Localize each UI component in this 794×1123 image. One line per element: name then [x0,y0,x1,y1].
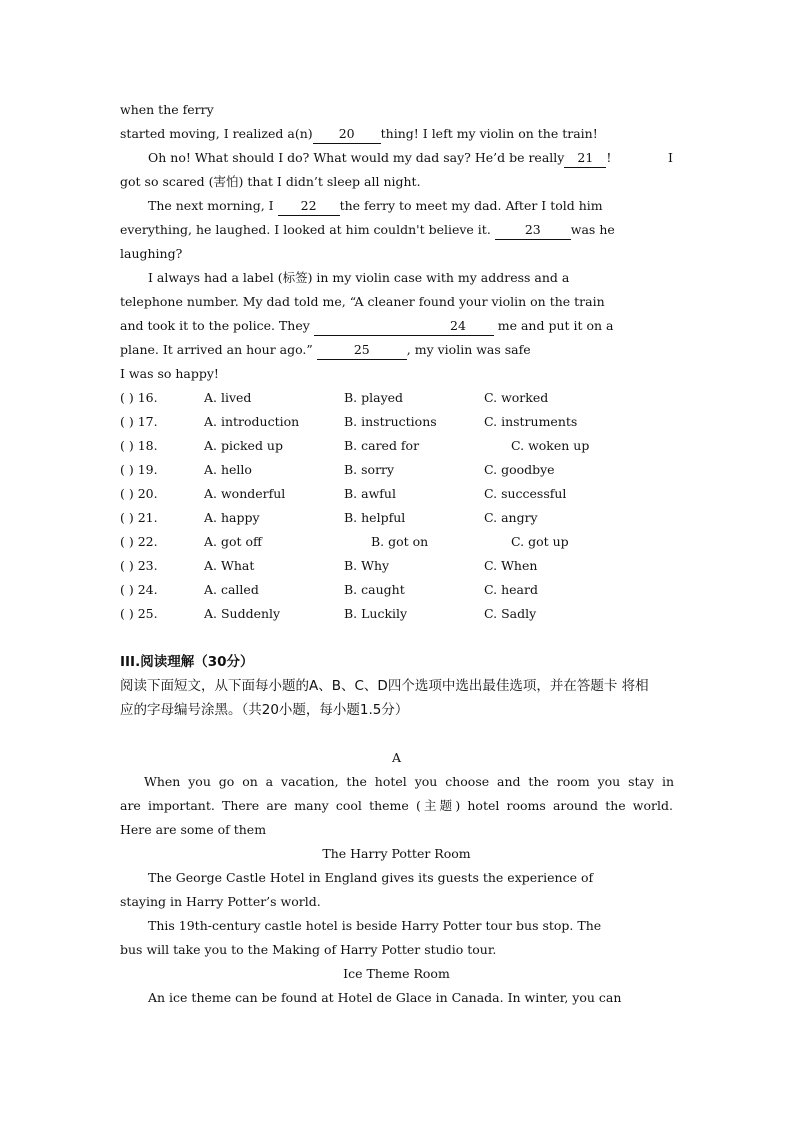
option-a: A. Suddenly [204,606,281,621]
option-c: C. got up [511,534,569,549]
question-number: ( ) 16. [120,390,158,405]
passage-line: when the ferry [120,102,214,117]
option-c: C. heard [484,582,538,597]
blank-20: 20 [313,125,381,144]
passage-line: plane. It arrived an hour ago.” 25 , my violin was safe [120,338,673,362]
option-b: B. got on [371,534,429,549]
option-c: C. When [484,558,538,573]
passage-line: When you go on a vacation, the hotel you choose and the room you stay in [144,774,674,789]
option-b: B. sorry [344,462,395,477]
option-b: B. helpful [344,510,406,525]
option-c: C. instruments [484,414,578,429]
option-a: A. introduction [204,414,300,429]
passage-line: laughing? [120,246,183,261]
passage-line: This 19th-century castle hotel is beside Harry Potter tour bus stop. The [148,918,602,933]
question-number: ( ) 17. [120,414,158,429]
option-a: A. lived [204,390,252,405]
passage-line: I was so happy! [120,366,219,381]
option-c: C. woken up [511,438,590,453]
question-number: ( ) 23. [120,558,158,573]
option-a: A. picked up [204,438,283,453]
option-c: C. Sadly [484,606,537,621]
option-b: B. played [344,390,404,405]
passage-line: Oh no! What should I do? What would my dad say? He’d be really 21 ! I [120,146,673,170]
option-a: A. called [204,582,259,597]
blank-23: 23 [495,221,571,240]
section-heading: III.阅读理解（30分） [120,654,254,670]
blank-21: 21 [564,149,606,168]
option-b: B. Why [344,558,390,573]
option-a: A. What [204,558,255,573]
option-b: B. cared for [344,438,420,453]
passage-line: started moving, I realized a(n) 20 thing! I left my violin on the train! [120,122,673,146]
subheading: Ice Theme Room [343,966,450,981]
passage-line: everything, he laughed. I looked at him couldn't believe it. 23 was he [120,218,673,242]
blank-22: 22 [278,197,340,216]
passage-line: The next morning, I 22 the ferry to meet my dad. After I told him [120,194,673,218]
option-b: B. caught [344,582,405,597]
passage-line: are important. There are many cool theme (主题) hotel rooms around the world. [120,798,673,813]
question-number: ( ) 25. [120,606,158,621]
question-number: ( ) 24. [120,582,158,597]
passage-line: Here are some of them [120,822,267,837]
section-instructions: 应的字母编号涂黑。（共20小题，每小题1.5分） [120,702,409,718]
option-a: A. happy [204,510,260,525]
option-c: C. goodbye [484,462,555,477]
passage-line: The George Castle Hotel in England gives its guests the experience of [148,870,594,885]
option-c: C. angry [484,510,538,525]
option-c: C. worked [484,390,549,405]
option-a: A. wonderful [204,486,286,501]
option-b: B. Luckily [344,606,408,621]
option-c: C. successful [484,486,567,501]
option-b: B. instructions [344,414,437,429]
question-number: ( ) 20. [120,486,158,501]
question-number: ( ) 22. [120,534,158,549]
option-b: B. awful [344,486,396,501]
option-a: A. got off [204,534,262,549]
passage-line: got so scared (害怕) that I didn’t sleep all night. [120,174,421,189]
passage-line: I always had a label (标签) in my violin case with my address and a [148,270,570,285]
question-number: ( ) 18. [120,438,158,453]
question-number: ( ) 21. [120,510,158,525]
blank-24: 24 [314,317,494,336]
passage-label: A [391,750,402,765]
subheading: The Harry Potter Room [322,846,471,861]
passage-line: bus will take you to the Making of Harry Potter studio tour. [120,942,497,957]
section-instructions: 阅读下面短文，从下面每小题的A、B、C、D四个选项中选出最佳选项，并在答题卡 将相 [120,678,649,694]
question-number: ( ) 19. [120,462,158,477]
passage-line: An ice theme can be found at Hotel de Glace in Canada. In winter, you can [148,990,622,1005]
option-a: A. hello [204,462,252,477]
passage-line: telephone number. My dad told me, “A cleaner found your violin on the train [120,294,605,309]
passage-line: and took it to the police. They 24 me and put it on a [120,314,673,338]
blank-25: 25 [317,341,407,360]
passage-line: staying in Harry Potter’s world. [120,894,321,909]
